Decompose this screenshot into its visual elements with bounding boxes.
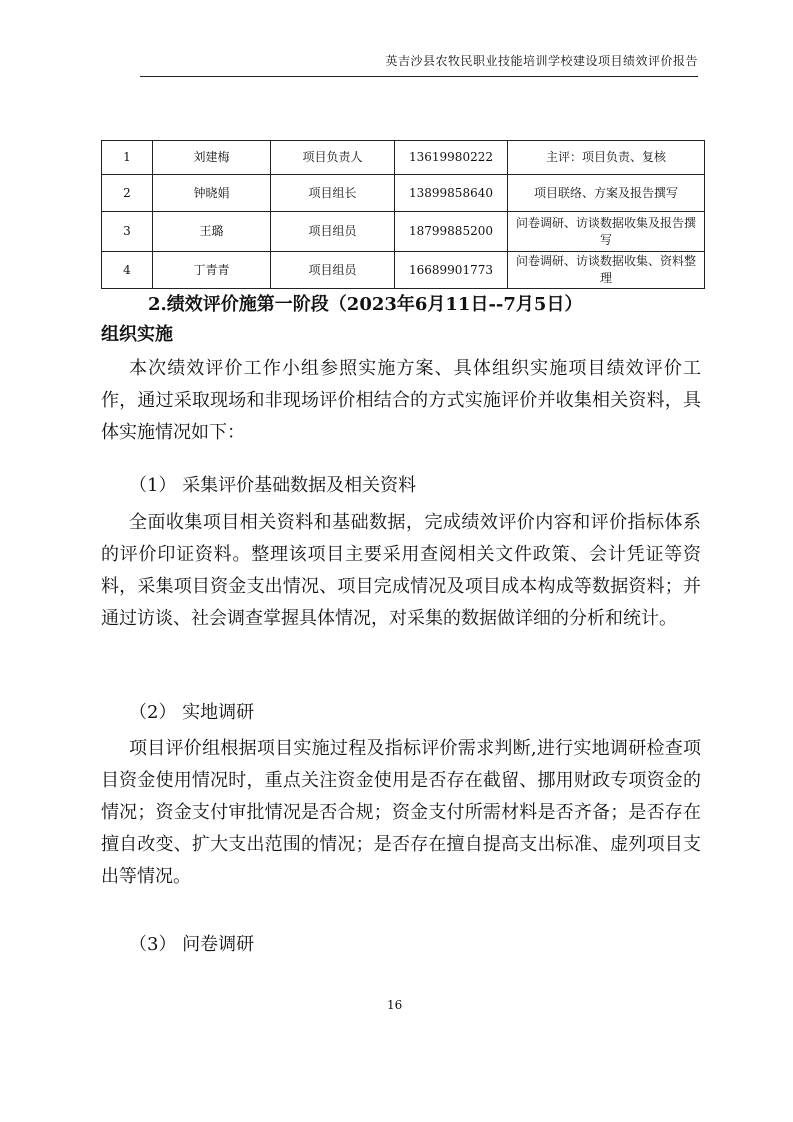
team-table (101, 140, 705, 289)
header-rule (140, 76, 698, 77)
cell-no: 4 (102, 252, 153, 289)
table-row (102, 175, 705, 212)
section-heading-continued: 组织实施 (101, 324, 173, 345)
cell-no: 2 (102, 175, 153, 212)
cell-name: 钟晓娟 (153, 175, 271, 212)
subsection-2-paragraph: 项目评价组根据项目实施过程及指标评价需求判断,进行实地调研检查项目资金使用情况时，重点关注资金使用是否存在截留、挪用财政专项资金的情况；资金支付审批情况是否合规；资金支付所需材料是否齐备；是否存在擅自改变、扩大支出范围的情况；是否存在擅自提高支出标准、虚列项目支出等情况。 (101, 738, 701, 887)
cell-role: 项目负责人 (271, 141, 395, 175)
cell-role: 项目组长 (271, 175, 395, 212)
subsection-1-title: （1） 采集评价基础数据及相关资料 (129, 475, 417, 496)
cell-duty: 问卷调研、访谈数据收集、资料整理 (508, 252, 705, 289)
cell-phone: 16689901773 (395, 252, 508, 289)
cell-phone: 13899858640 (395, 175, 508, 212)
cell-name: 王璐 (153, 212, 271, 252)
subsection-1-paragraph: 全面收集项目相关资料和基础数据，完成绩效评价内容和评价指标体系的评价印证资料。整理该项目主要采用查阅相关文件政策、会计凭证等资料，采集项目资金支出情况、项目完成情况及项目成本构成等数据资料；并通过访谈、社会调查掌握具体情况，对采集的数据做详细的分析和统计。 (101, 512, 701, 629)
cell-role: 项目组员 (271, 252, 395, 289)
cell-duty: 问卷调研、访谈数据收集及报告撰写 (508, 212, 705, 252)
cell-duty: 项目联络、方案及报告撰写 (508, 175, 705, 212)
subsection-3-title: （3） 问卷调研 (129, 934, 255, 955)
cell-name: 刘建梅 (153, 141, 271, 175)
cell-duty: 主评：项目负责、复核 (508, 141, 705, 175)
subsection-2-title: （2） 实地调研 (129, 702, 255, 723)
cell-name: 丁青青 (153, 252, 271, 289)
page-header-title: 英吉沙县农牧民职业技能培训学校建设项目绩效评价报告 (385, 54, 698, 68)
table-row (102, 252, 705, 289)
cell-no: 3 (102, 212, 153, 252)
table-row (102, 141, 705, 175)
intro-paragraph: 本次绩效评价工作小组参照实施方案、具体组织实施项目绩效评价工作，通过采取现场和非现场评价相结合的方式实施评价并收集相关资料，具体实施情况如下： (101, 358, 701, 443)
section-heading: 2.绩效评价施第一阶段（2023年6月11日--7月5日） (148, 294, 583, 315)
cell-phone: 13619980222 (395, 141, 508, 175)
cell-phone: 18799885200 (395, 212, 508, 252)
cell-role: 项目组员 (271, 212, 395, 252)
page-number: 16 (387, 998, 403, 1012)
cell-no: 1 (102, 141, 153, 175)
table-row (102, 212, 705, 252)
